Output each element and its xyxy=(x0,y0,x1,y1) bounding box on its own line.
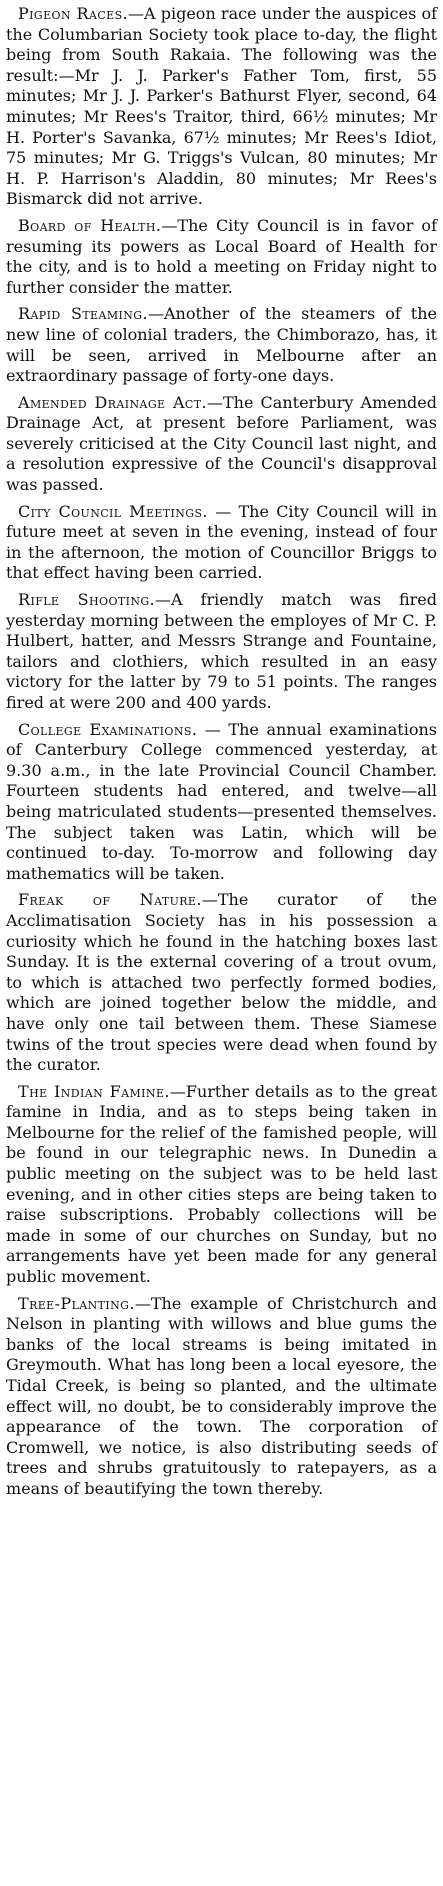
article-body: — The City Council will in future meet at seven in the evening, instead of four in the afternoon, the motion of Councillor Briggs to that effect having been carried. xyxy=(6,501,437,583)
article-body: —The example of Christchurch and Nelson in planting with willows and blue gums the banks of the local streams is being imitated in Greymouth. What has long been a local eyesore, the Tidal Creek, is being so planted, and the ultimate effect will, no doubt, be to considerably improve the appearance of the town. The corporation of Cromwell, we notice, is also distributing seeds of trees and shrubs gratuitously to ratepayers, as a means of beautifying the town thereby. xyxy=(6,1293,437,1498)
article-rapid-steaming xyxy=(6,304,437,386)
article-heading: City Council Meetings. xyxy=(18,501,208,521)
article-body: —Another of the steamers of the new line of colonial traders, the Chimborazo, has, it will be seen, arrived in Melbourne after an extraordinary passage of forty-one days. xyxy=(6,304,437,386)
article-body: —Further details as to the great famine in India, and as to steps being taken in Melbourne for the relief of the famished people, will be found in our telegraphic news. In Dunedin a public meeting on the subject was to be held last evening, and in other cities steps are being taken to raise subscriptions. Probably collections will be made in some of our churches on Sunday, but no arrangements have yet been made for any general public movement. xyxy=(6,1081,437,1287)
article-indian-famine xyxy=(6,1082,437,1288)
article-freak-of-nature xyxy=(6,890,437,1075)
article-heading: Rapid Steaming. xyxy=(18,304,148,324)
article-amended-drainage-act xyxy=(6,393,437,496)
article-body: —The City Council is in favor of resuming its powers as Local Board of Health for the city, and is to hold a meeting on Friday night to further consider the matter. xyxy=(6,215,437,297)
article-college-examinations xyxy=(6,720,437,885)
article-heading: Tree-Planting. xyxy=(18,1293,135,1313)
article-board-of-health xyxy=(6,216,437,298)
article-heading: Pigeon Races. xyxy=(18,4,129,23)
article-body: —A friendly match was fired yesterday morning between the employes of Mr C. P. Hulbert, hatter, and Messrs Strange and Fountaine, tailors and clothiers, which resulted in an easy victory for the latter by 79 to 51 points. The ranges fired at were 200 and 400 yards. xyxy=(6,590,437,712)
article-body: —A pigeon race under the auspices of the Columbarian Society took place to-day, the flight being from South Rakaia. The following was the result:—Mr J. J. Parker's Father Tom, first, 55 minutes; Mr J. J. Parker's Bathurst Flyer, second, 64 minutes; Mr Rees's Traitor, third, 66½ minutes; Mr H. Porter's Savanka, 67½ minutes; Mr Rees's Idiot, 75 minutes; Mr G. Triggs's Vulcan, 80 minutes; Mr H. P. Harrison's Aladdin, 80 minutes; Mr Rees's Bismarck did not arrive. xyxy=(6,4,438,209)
article-tree-planting xyxy=(6,1294,437,1500)
article-heading: Board of Health. xyxy=(18,215,162,235)
article-heading: Freak of Nature. xyxy=(18,890,202,910)
article-body: —The curator of the Acclimatisation Society has in his possession a curiosity which he found in the hatching boxes last Sunday. It is the external covering of a trout ovum, to which is attached two perfectly formed bodies, which are joined together below the middle, and have only one tail between them. These Siamese twins of the trout species were dead when found by the curator. xyxy=(6,890,437,1075)
article-city-council-meetings xyxy=(6,502,437,584)
article-heading: Amended Drainage Act. xyxy=(18,392,207,412)
article-body: — The annual examinations of Canterbury College commenced yesterday, at 9.30 a.m., in the late Provincial Council Chamber. Fourteen students had entered, and twelve—all being matriculated students—presented themselves. The subject taken was Latin, which will be continued to-day. To-morrow and following day mathematics will be taken. xyxy=(6,719,437,883)
article-heading: The Indian Famine. xyxy=(18,1081,170,1101)
article-pigeon-races xyxy=(6,4,437,210)
article-body: —The Canterbury Amended Drainage Act, at present before Parliament, was severely criticised at the City Council last night, and a resolution expressive of the Council's disapproval was passed. xyxy=(6,392,437,495)
article-rifle-shooting xyxy=(6,590,437,714)
article-heading: College Examinations. xyxy=(18,719,198,739)
article-heading: Rifle Shooting. xyxy=(18,590,156,610)
